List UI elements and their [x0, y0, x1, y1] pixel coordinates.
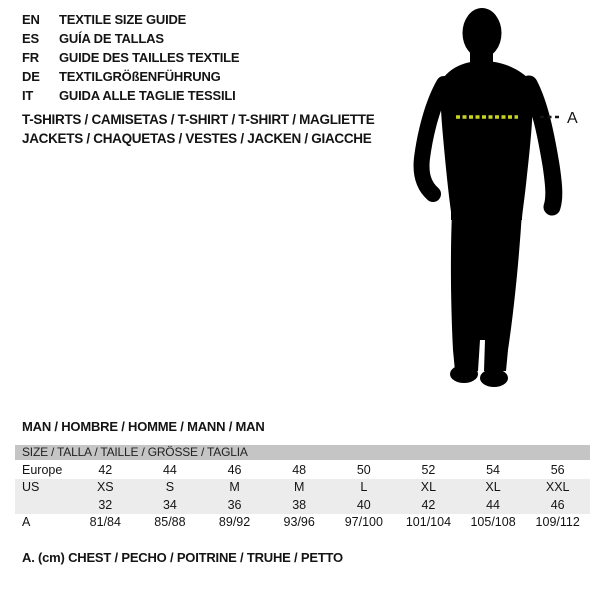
size-cell: 42	[421, 497, 436, 512]
size-cell: 32	[98, 497, 113, 512]
language-row-fr	[22, 48, 239, 67]
size-cell: 44	[486, 497, 501, 512]
size-cell: 93/96	[283, 514, 315, 529]
language-label: GUIDA ALLE TAGLIE TESSILI	[59, 88, 236, 103]
size-cell: 46	[550, 497, 565, 512]
size-cell: XS	[96, 480, 114, 495]
language-code: DE	[22, 69, 40, 84]
size-cell: 56	[550, 463, 565, 477]
size-cell: 34	[162, 497, 177, 512]
size-cell: XL	[420, 480, 437, 495]
language-label: GUIDE DES TAILLES TEXTILE	[59, 50, 240, 65]
language-label: TEXTILGRÖßENFÜHRUNG	[59, 69, 221, 84]
garment-type-heading	[22, 111, 374, 148]
size-cell: 40	[356, 497, 371, 512]
row-label: A	[22, 514, 31, 529]
row-label: US	[22, 480, 40, 495]
language-row-de	[22, 67, 239, 86]
language-row-en	[22, 10, 239, 29]
language-code: EN	[22, 12, 40, 27]
language-row-it	[22, 86, 239, 105]
size-cell: 46	[227, 463, 242, 477]
size-cell: 89/92	[218, 514, 251, 529]
man-silhouette	[421, 8, 553, 387]
language-code: IT	[22, 88, 34, 103]
language-row-es	[22, 29, 239, 48]
size-table-header: SIZE / TALLA / TAILLE / GRÖSSE / TAGLIA	[15, 445, 590, 460]
size-cell: XXL	[545, 480, 570, 495]
table-row-europe	[15, 462, 590, 479]
size-cell: 81/84	[89, 514, 121, 529]
garment-line-jackets: JACKETS / CHAQUETAS / VESTES / JACKEN / GIACCHE	[22, 130, 372, 146]
table-row-numeric	[15, 497, 590, 514]
size-cell: 36	[227, 497, 242, 512]
size-cell: 109/112	[535, 514, 580, 529]
size-cell: L	[360, 480, 368, 495]
size-cell: 48	[292, 463, 307, 477]
table-row-chest-a	[15, 514, 590, 531]
measure-label-a: A	[567, 110, 578, 127]
language-code: ES	[22, 31, 39, 46]
size-cell: 85/88	[154, 514, 186, 529]
size-cell: M	[229, 480, 240, 495]
language-code: FR	[22, 50, 39, 65]
size-cell: 54	[486, 463, 501, 477]
size-cell: 38	[292, 497, 307, 512]
size-cell: XL	[485, 480, 501, 495]
table-row-us	[15, 479, 590, 496]
size-cell: S	[165, 480, 175, 495]
size-table	[15, 445, 590, 531]
row-label: Europe	[22, 463, 63, 477]
size-cell: 105/108	[470, 514, 516, 529]
measurement-figure	[405, 0, 600, 400]
size-cell: 42	[98, 463, 113, 477]
row-label	[15, 497, 73, 514]
size-cell: 50	[356, 463, 371, 477]
man-silhouette-figure	[405, 0, 600, 400]
language-label: GUÍA DE TALLAS	[59, 31, 164, 46]
size-cell: 44	[162, 463, 177, 477]
measure-footnote: A. (cm) CHEST / PECHO / POITRINE / TRUHE / PETTO	[22, 550, 343, 565]
garment-line-tshirts: T-SHIRTS / CAMISETAS / T-SHIRT / T-SHIRT / MAGLIETTE	[22, 112, 375, 127]
section-title-man: MAN / HOMBRE / HOMME / MANN / MAN	[22, 419, 265, 434]
language-label: TEXTILE SIZE GUIDE	[59, 12, 187, 27]
size-cell: M	[293, 480, 305, 495]
size-cell: 52	[421, 463, 436, 477]
language-list	[22, 10, 239, 105]
size-cell: 101/104	[405, 514, 452, 529]
size-cell: 97/100	[344, 514, 383, 529]
